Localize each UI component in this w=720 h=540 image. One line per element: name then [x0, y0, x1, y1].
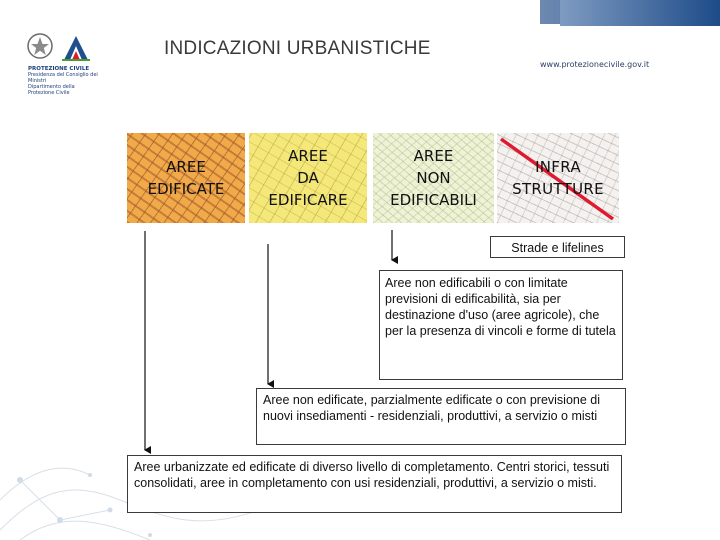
box-aree-non-edificabili: Aree non edificabili o con limitate previsioni di edificabilità, sia per destinazione d'uso (aree agricole), che per la presenza di vincoli e forme di tutela	[379, 270, 623, 380]
tile-label-edificate: AREE EDIFICATE	[147, 158, 225, 198]
logo-line-3: Dipartimento della Protezione Civile	[28, 84, 75, 96]
page-title: INDICAZIONI URBANISTICHE	[164, 38, 431, 59]
box-strade-lifelines: Strade e lifelines	[490, 236, 625, 258]
logo-line-1: PROTEZIONE CIVILE	[28, 66, 90, 72]
website-link[interactable]: www.protezionecivile.gov.it	[540, 60, 650, 69]
logo-line-2: Presidenza del Consiglio dei Ministri	[28, 72, 98, 84]
tile-label-infrastrutture: INFRA STRUTTURE	[512, 158, 604, 198]
box-aree-non-edificate: Aree non edificate, parzialmente edificate o con previsione di nuovi insediamenti - residenziali, produttivi, a servizio o misti	[256, 388, 626, 445]
tile-label-non-edificabili: AREE NON EDIFICABILI	[390, 147, 477, 209]
tile-label-da-edificare: AREE DA EDIFICARE	[268, 147, 348, 209]
box-aree-urbanizzate: Aree urbanizzate ed edificate di diverso livello di completamento. Centri storici, tessuti consolidati, aree in completamento con usi residenziali, produttivi, a servizio o misti.	[127, 455, 622, 513]
